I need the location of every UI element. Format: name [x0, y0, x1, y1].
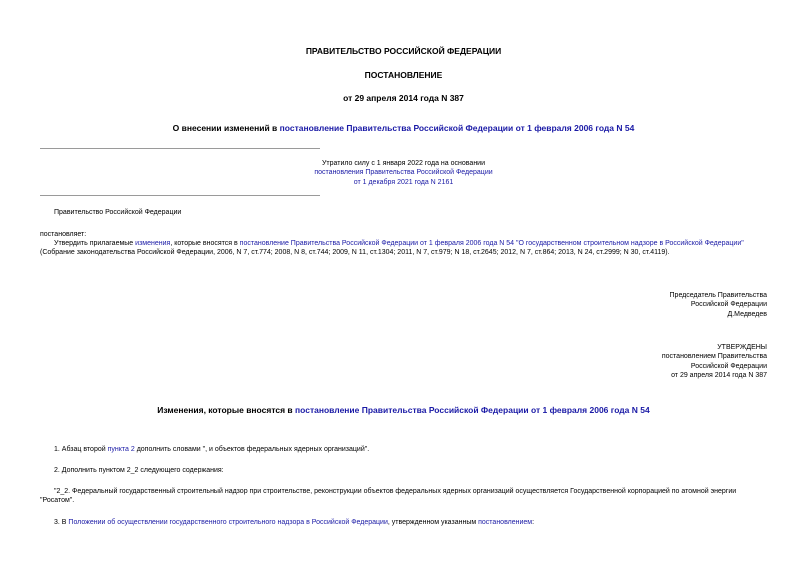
approved-line-3: Российской Федерации — [690, 362, 767, 370]
item-2-quote: "2_2. Федеральный государственный строительный надзор при строительстве, реконструкции объектов федеральных ядерных организаций осуществляется Государственной корпорацией по атомной энергии "Росатом". — [40, 488, 737, 505]
changes-title — [0, 405, 807, 416]
validity-line-1: Утратило силу с 1 января 2022 года на основании — [321, 160, 486, 167]
divider-bottom — [40, 195, 320, 196]
approve-paragraph — [40, 239, 770, 258]
changes-title-prefix: Изменения, которые вносятся в — [157, 405, 296, 415]
validity-decree-link[interactable]: постановления Правительства Российской Федерации — [314, 169, 493, 177]
approved-line-1: УТВЕРЖДЕНЫ — [717, 344, 767, 351]
doc-date-number: от 29 апреля 2014 года N 387 — [343, 93, 464, 103]
changes-link[interactable]: изменения — [135, 240, 171, 247]
approved-line-2: постановлением Правительства — [661, 353, 767, 361]
approve-text-3: (Собрание законодательства Российской Федерации, 2006, N 7, ст.774; 2008, N 8, ст.744; 2009, N 11, ст.1304; 2011, N 7, ст.979; N 18, ст.2645; 2012, N 7, ст.864; 2013, N 24, ст.2999; N 30, ст.4119). — [40, 249, 670, 257]
approved-line-4: от 29 апреля 2014 года N 387 — [671, 372, 767, 380]
signature-name: Д.Медведев — [727, 310, 767, 318]
item-1-text-a: 1. Абзац второй — [54, 446, 108, 453]
decree-reference-link[interactable]: постановлением — [478, 519, 533, 526]
doc-title-prefix: О внесении изменений в — [172, 123, 280, 133]
decrees-label: постановляет: — [40, 231, 87, 238]
org-name: ПРАВИТЕЛЬСТВО РОССИЙСКОЙ ФЕДЕРАЦИИ — [305, 46, 502, 56]
approve-text-2: , которые вносятся в — [170, 240, 240, 247]
approved-block — [662, 343, 767, 381]
item-1-text-b: дополнить словами ", и объектов федеральных ядерных организаций". — [134, 446, 370, 453]
changes-title-decree-link[interactable]: постановление Правительства Российской Федерации от 1 февраля 2006 года N 54 — [295, 405, 650, 415]
government-label: Правительство Российской Федерации — [54, 209, 182, 216]
item-3-text-a: 3. В — [54, 519, 69, 526]
signature-line-2: Российской Федерации — [690, 301, 767, 309]
item-3-text-c: : — [532, 519, 535, 526]
regulation-link[interactable]: Положении об осуществлении государственного строительного надзора в Российской Федерации — [68, 519, 388, 526]
divider-top — [40, 148, 320, 149]
decree-54-link[interactable]: постановление Правительства Российской Федерации от 1 февраля 2006 года N 54 "О государственном строительном надзоре в Российской Федерации" — [239, 240, 744, 247]
title-decree-link[interactable]: постановление Правительства Российской Федерации от 1 февраля 2006 года N 54 — [279, 123, 635, 133]
item-1-point-link[interactable]: пункта 2 — [107, 446, 135, 453]
signature-line-1: Председатель Правительства — [669, 292, 767, 299]
item-1 — [40, 445, 770, 454]
approve-text-1: Утвердить прилагаемые — [54, 240, 136, 247]
validity-note — [0, 159, 807, 187]
item-3-text-b: , утвержденном указанным — [387, 519, 479, 526]
doc-title — [0, 123, 807, 134]
validity-decree-date-link[interactable]: от 1 декабря 2021 года N 2161 — [353, 178, 454, 186]
item-3 — [40, 518, 770, 527]
signature-block — [670, 291, 767, 319]
item-2: 2. Дополнить пунктом 2_2 следующего содержания: — [54, 467, 224, 474]
doc-type: ПОСТАНОВЛЕНИЕ — [364, 70, 443, 80]
